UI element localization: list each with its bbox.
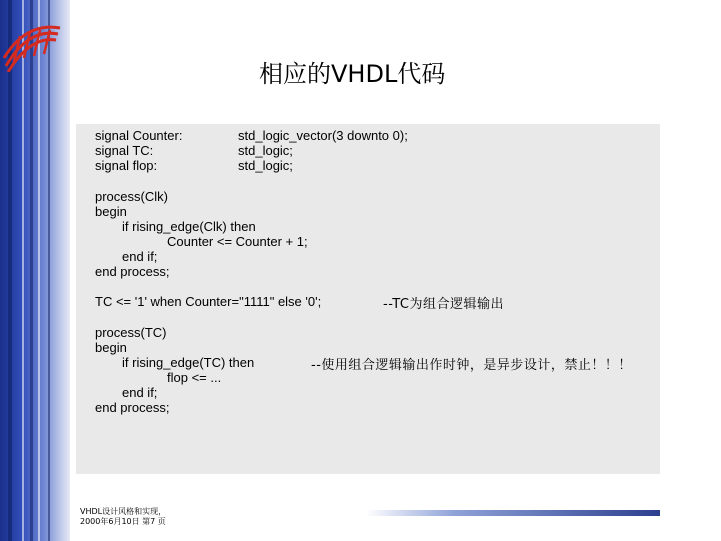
code-line: process(TC) bbox=[95, 325, 167, 340]
footer-line: 2000年6月10日 第7 页 bbox=[80, 517, 166, 526]
code-line: end if; bbox=[122, 249, 158, 264]
slide-title: 相应的VHDL代码 bbox=[259, 60, 446, 88]
sidebar-stripe bbox=[30, 0, 33, 541]
code-line: signal TC: bbox=[95, 143, 154, 158]
sidebar-stripe bbox=[22, 0, 24, 541]
code-line: process(Clk) bbox=[95, 189, 168, 204]
code-line: Counter <= Counter + 1; bbox=[167, 234, 308, 249]
code-line: TC <= '1' when Counter="1111" else '0'; bbox=[95, 294, 322, 309]
sidebar-stripe bbox=[8, 0, 12, 541]
slide-footer bbox=[80, 507, 166, 527]
code-line: end process; bbox=[95, 264, 170, 279]
left-decorative-sidebar bbox=[0, 0, 70, 541]
code-line: std_logic; bbox=[238, 143, 293, 158]
code-line: signal flop: bbox=[95, 158, 158, 173]
footer-line: VHDL设计风格和实现， bbox=[80, 507, 167, 516]
code-line: std_logic_vector(3 downto 0); bbox=[238, 128, 408, 143]
sidebar-stripe bbox=[38, 0, 40, 541]
code-line: std_logic; bbox=[238, 158, 293, 173]
code-line: end if; bbox=[122, 385, 158, 400]
code-line: if rising_edge(Clk) then bbox=[122, 219, 256, 234]
code-line: begin bbox=[95, 204, 127, 219]
code-comment: --使用组合逻辑输出作时钟，是异步设计，禁止！！！ bbox=[311, 358, 632, 373]
code-line: signal Counter: bbox=[95, 128, 183, 143]
bottom-decorative-bar bbox=[366, 510, 660, 516]
code-line: if rising_edge(TC) then bbox=[122, 355, 255, 370]
code-line: begin bbox=[95, 340, 127, 355]
code-line: flop <= ... bbox=[167, 370, 222, 385]
code-comment: --TC为组合逻辑输出 bbox=[383, 297, 504, 312]
code-line: end process; bbox=[95, 400, 170, 415]
sidebar-stripe bbox=[48, 0, 50, 541]
company-logo-icon bbox=[0, 22, 62, 72]
